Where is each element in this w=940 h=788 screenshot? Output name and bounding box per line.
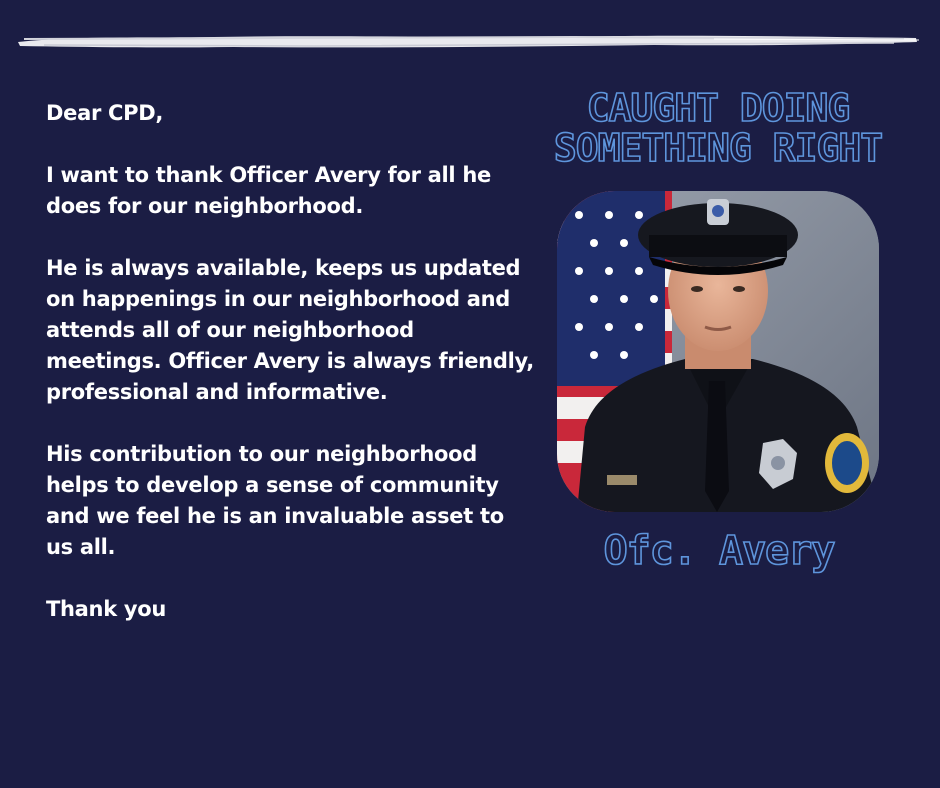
thank-you-letter xyxy=(46,98,536,625)
headline xyxy=(548,88,888,168)
letter-closing: Thank you xyxy=(46,597,167,621)
headline-line-1: CAUGHT DOING xyxy=(586,86,850,130)
officer-name-caption: Ofc. Avery xyxy=(603,528,835,574)
brush-stroke-divider xyxy=(14,30,920,54)
letter-paragraph-1: I want to thank Officer Avery for all he does for our neighborhood. xyxy=(46,163,491,218)
headline-line-2: SOMETHING RIGHT xyxy=(553,126,883,170)
letter-paragraph-2: He is always available, keeps us updated on happenings in our neighborhood and attends all of our neighborhood meetings. Officer Avery is always friendly, professional and informative. xyxy=(46,256,534,404)
letter-greeting: Dear CPD, xyxy=(46,101,164,125)
officer-portrait-icon xyxy=(557,191,879,512)
officer-portrait xyxy=(557,191,879,512)
letter-paragraph-3: His contribution to our neighborhood helps to develop a sense of community and we feel he is an invaluable asset to us all. xyxy=(46,442,504,559)
